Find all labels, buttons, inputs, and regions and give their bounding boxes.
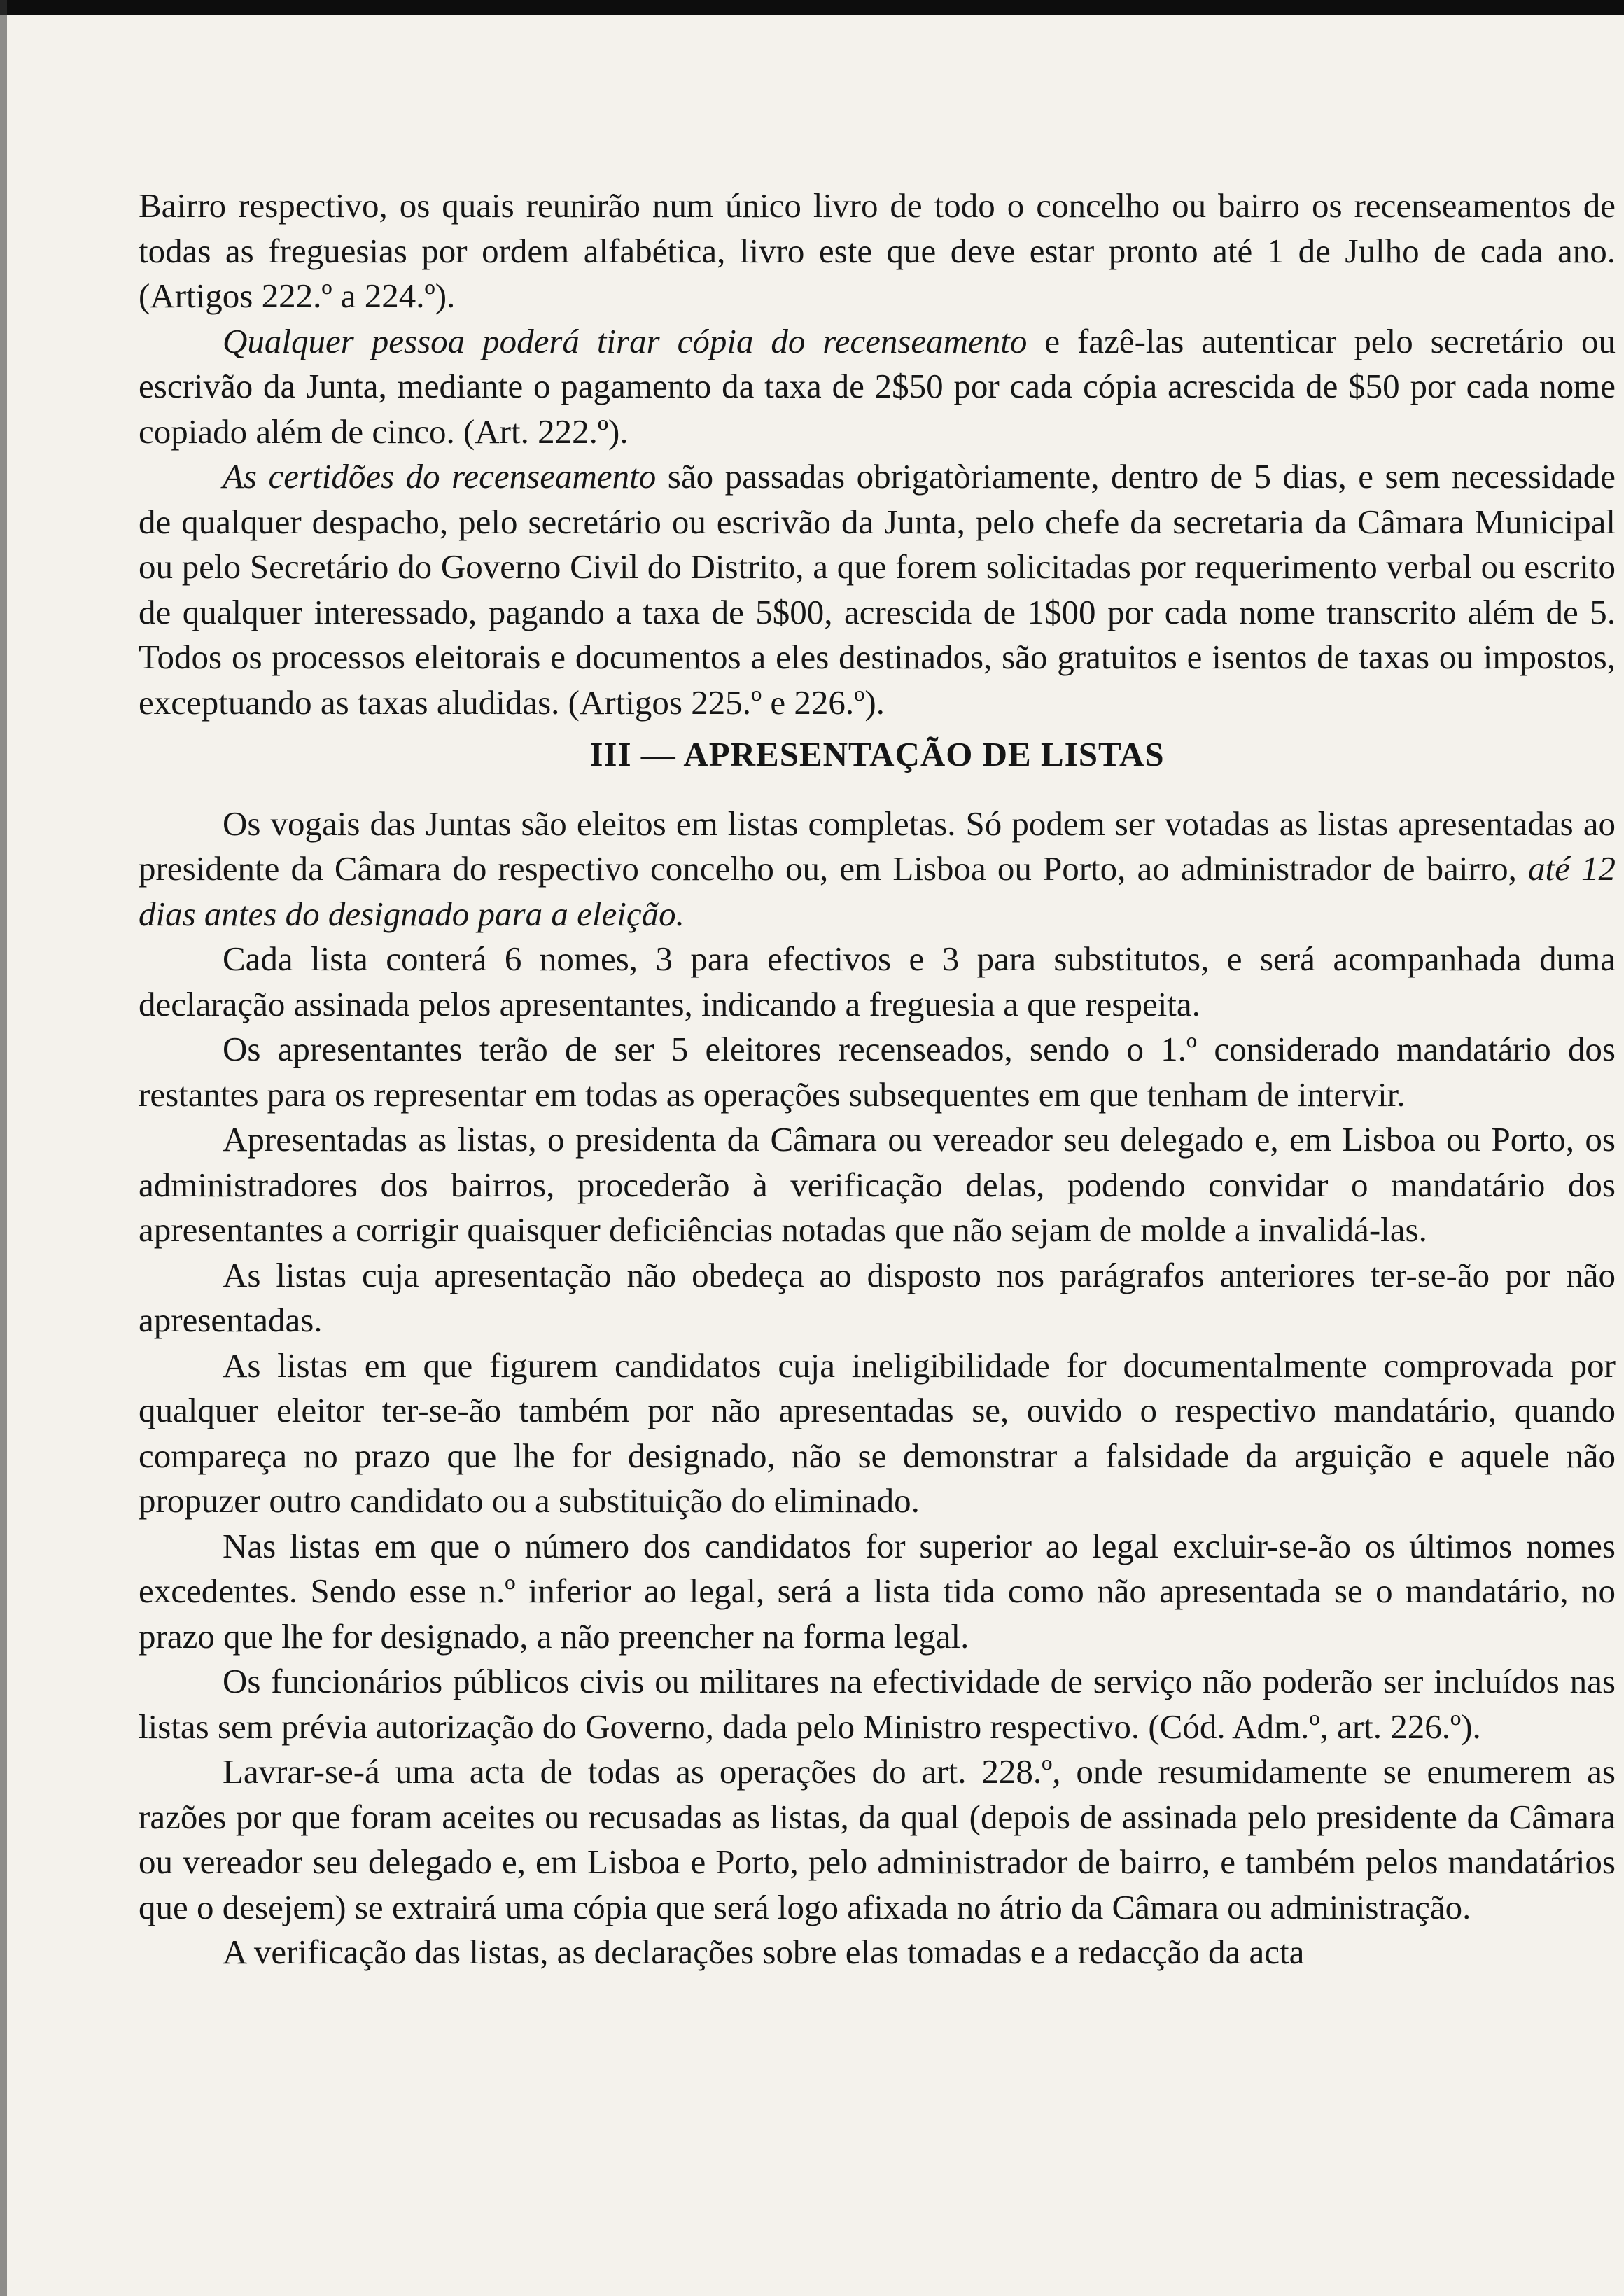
paragraph (139, 454, 1616, 725)
paragraph (139, 1749, 1616, 1930)
paragraph-text: As listas cuja apresentação não obedeça ao disposto nos parágrafos anteriores ter-se-ão por não apresentadas. (139, 1255, 1616, 1339)
paragraph (139, 1027, 1616, 1117)
paragraph-text: Apresentadas as listas, o presidenta da Câmara ou vereador seu delegado e, em Lisboa ou Porto, os administradores dos bairros, procederão à verificação delas, podendo convidar o mandatário dos apresentantes a corrigir quaisquer deficiências notadas que não sejam de molde a invalidá-las. (139, 1120, 1616, 1249)
paragraph (139, 1117, 1616, 1253)
paragraph (139, 1253, 1616, 1343)
page-edge-shadow (0, 0, 7, 2296)
paragraph (139, 1930, 1616, 1975)
paragraph (139, 183, 1616, 319)
section-heading: III — APRESENTAÇÃO DE LISTAS (589, 735, 1165, 774)
paragraph (139, 1524, 1616, 1660)
italic-text: Qualquer pessoa poderá tirar cópia do recenseamento (223, 321, 1028, 360)
paragraph-text: As listas em que figurem candidatos cuja ineligibilidade for documentalmente comprovada por qualquer eleitor ter-se-ão também por não apresentadas se, ouvido o respectivo mandatário, quando compareça no prazo que lhe for designado, não se demonstrar a falsidade da arguição e aquele não propuzer outro candidato ou a substituição do eliminado. (139, 1345, 1616, 1520)
document-body (139, 183, 1616, 1975)
italic-text: As certidões do recenseamento (223, 457, 657, 496)
paragraph-text: e fazê-las autenticar pelo secretário ou escrivão da Junta, mediante o pagamento da taxa de 2$50 por cada cópia acrescida de $50 por cada nome copiado além de cinco. (Art. 222.º). (139, 321, 1616, 451)
paragraph-text: Os apresentantes terão de ser 5 eleitores recenseados, sendo o 1.º considerado mandatário dos restantes para os representar em todas as operações subsequentes em que tenham de intervir. (139, 1030, 1616, 1114)
paragraph (139, 802, 1616, 937)
paragraph-text: Os funcionários públicos civis ou militares na efectividade de serviço não poderão ser incluídos nas listas sem prévia autorização do Governo, dada pelo Ministro respectivo. (Cód. Adm.º, art. 226.º). (139, 1662, 1616, 1746)
paragraph-text: Os vogais das Juntas são eleitos em listas completas. Só podem ser votadas as listas apresentadas ao presidente da Câmara do respectivo concelho ou, em Lisboa ou Porto, ao administrador de bairro, (139, 804, 1616, 888)
paragraph (139, 1659, 1616, 1749)
paragraph-text: A verificação das listas, as declarações sobre elas tomadas e a redacção da acta (223, 1933, 1305, 1971)
paragraph-text: são passadas obrigatòriamente, dentro de 5 dias, e sem necessidade de qualquer despacho, pelo secretário ou escrivão da Junta, pelo chefe da secretaria da Câmara Municipal ou pelo Secretário do Governo Civil do Distrito, a que forem solicitadas por requerimento verbal ou escrito de qualquer interessado, pagando a taxa de 5$00, acrescida de 1$00 por cada nome transcrito além de 5. Todos os processos eleitorais e documentos a eles destinados, são gratuitos e isentos de taxas ou impostos, exceptuando as taxas aludidas. (Artigos 225.º e 226.º). (139, 457, 1616, 722)
paragraph-text: Nas listas em que o número dos candidatos for superior ao legal excluir-se-ão os últimos nomes excedentes. Sendo esse n.º inferior ao legal, será a lista tida como não apresentada se o mandatário, no prazo que lhe for designado, a não preencher na forma legal. (139, 1526, 1616, 1656)
paragraphs-before-heading (139, 183, 1616, 725)
paragraph (139, 937, 1616, 1027)
italic-text: até 12 dias antes do designado para a eleição. (139, 849, 1616, 933)
paragraph-text: Cada lista conterá 6 nomes, 3 para efectivos e 3 para substitutos, e será acompanhada duma declaração assinada pelos apresentantes, indicando a freguesia a que respeita. (139, 939, 1616, 1023)
paragraph-text: Bairro respectivo, os quais reunirão num único livro de todo o concelho ou bairro os recenseamentos de todas as freguesias por ordem alfabética, livro este que deve estar pronto até 1 de Julho de cada ano. (Artigos 222.º a 224.º). (139, 186, 1616, 315)
paragraph-text: Lavrar-se-á uma acta de todas as operações do art. 228.º, onde resumidamente se enumerem as razões por que foram aceites ou recusadas as listas, da qual (depois de assinada pelo presidente da Câmara ou vereador seu delegado e, em Lisboa e Porto, pelo administrador de bairro, e também pelos mandatários que o desejem) se extrairá uma cópia que será logo afixada no átrio da Câmara ou administração. (139, 1752, 1616, 1926)
top-rule (0, 0, 1624, 15)
paragraphs-after-heading (139, 802, 1616, 1975)
paragraph (139, 1343, 1616, 1524)
paragraph (139, 319, 1616, 455)
